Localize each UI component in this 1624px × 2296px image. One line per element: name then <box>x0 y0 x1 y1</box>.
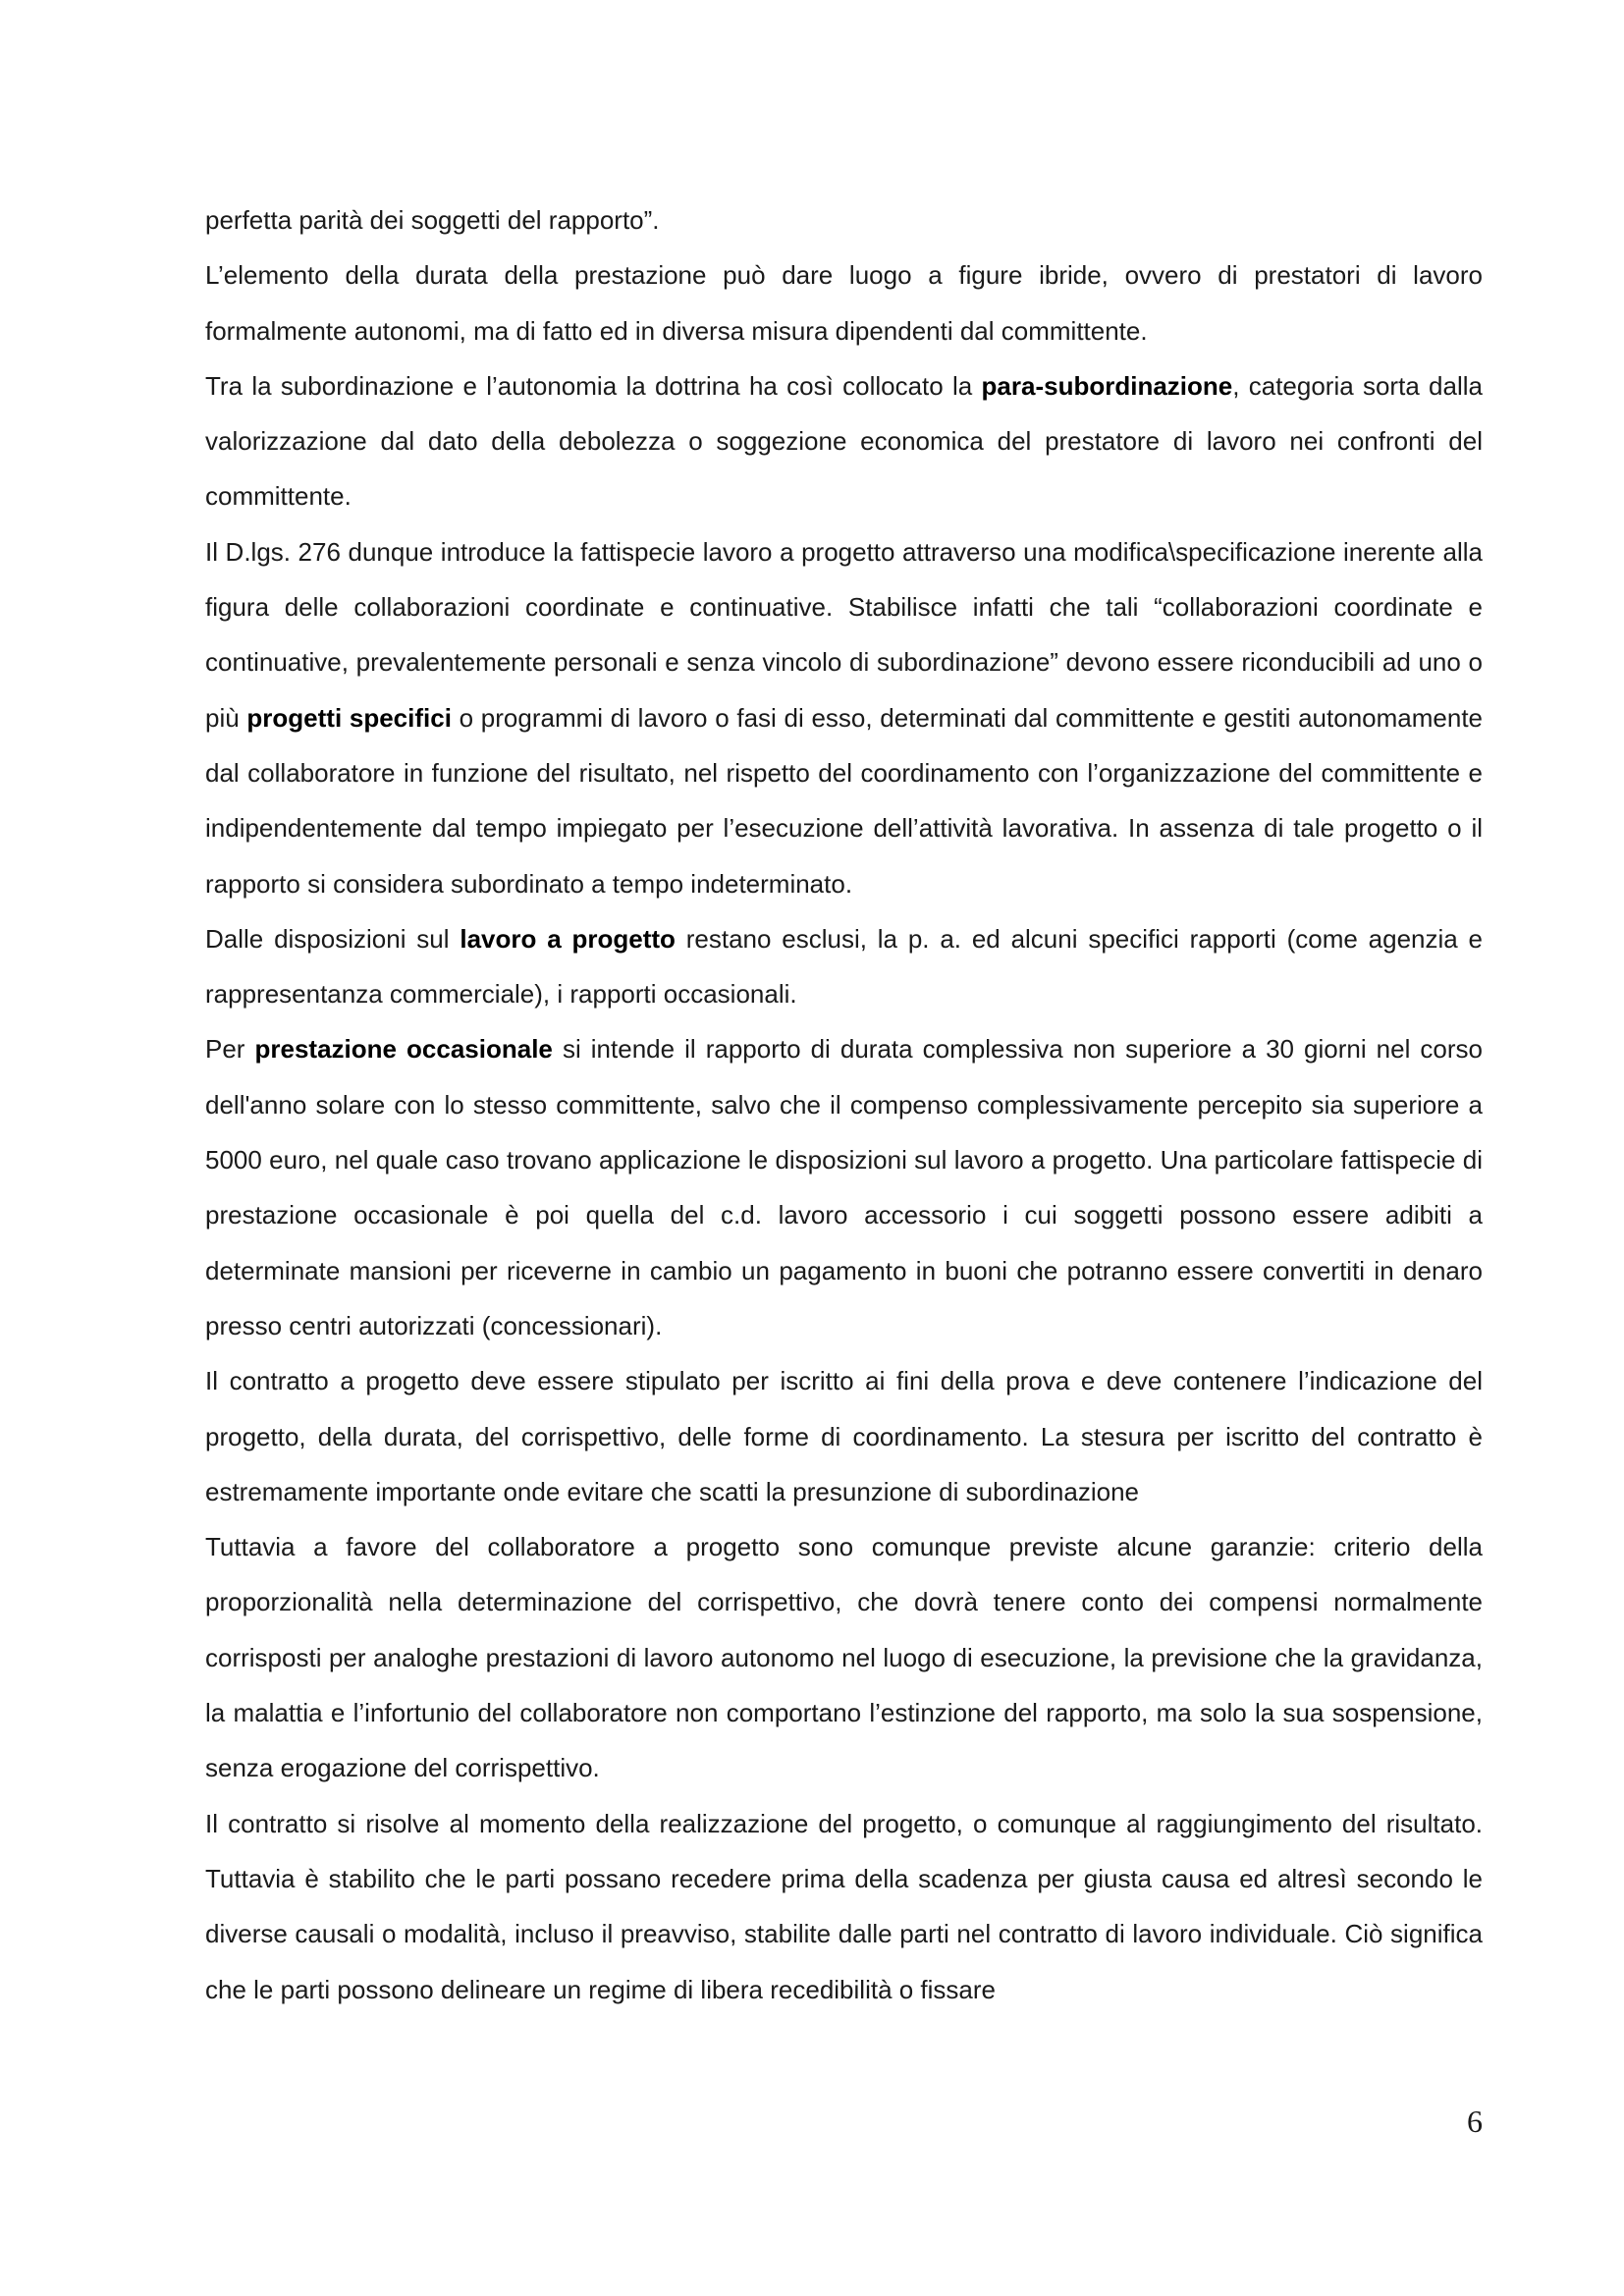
text-segment: o programmi di lavoro o fasi di esso, determinati dal committente e gestiti autonomamente dal collaboratore in funzione del risultato, nel rispetto del coordinamento con l’organizzazione del committente e indipendentemente dal tempo impiegato per l’esecuzione dell’attività lavorativa. In assenza di tale progetto o il rapporto si considera subordinato a tempo indeterminato. <box>205 702 1483 899</box>
paragraph <box>205 1021 1483 1353</box>
text-segment: , categoria sorta dalla valorizzazione dal dato della debolezza o soggezione economica del prestatore di lavoro nei confronti del committente. <box>205 370 1483 512</box>
bold-term: progetti specifici <box>246 702 452 733</box>
body-text <box>205 192 1483 2017</box>
paragraph <box>205 911 1483 1022</box>
bold-term: prestazione occasionale <box>254 1034 553 1065</box>
paragraph <box>205 1796 1483 2017</box>
text-segment: perfetta parità dei soggetti del rapporto”. <box>205 205 660 235</box>
paragraph <box>205 1519 1483 1795</box>
text-segment: Tuttavia a favore del collaboratore a progetto sono comunque previste alcune garanzie: criterio della proporzionalità nella determinazione del corrispettivo, che dovrà tenere conto dei compensi normalmente corrisposti per analoghe prestazioni di lavoro autonomo nel luogo di esecuzione, la previsione che la gravidanza, la malattia e l’infortunio del collaboratore non comportano l’estinzione del rapporto, ma solo la sua sospensione, senza erogazione del corrispettivo. <box>205 1532 1483 1783</box>
bold-term: lavoro a progetto <box>460 923 676 954</box>
text-segment: Tra la subordinazione e l’autonomia la dottrina ha così collocato la <box>205 370 982 401</box>
text-segment: L’elemento della durata della prestazione può dare luogo a figure ibride, ovvero di prestatori di lavoro formalmente autonomi, ma di fatto ed in diversa misura dipendenti dal committente. <box>205 260 1483 346</box>
text-segment: Il contratto si risolve al momento della realizzazione del progetto, o comunque al raggiungimento del risultato. Tuttavia è stabilito che le parti possano recedere prima della scadenza per giusta causa ed altresì secondo le diverse causali o modalità, incluso il preavviso, stabilite dalle parti nel contratto di lavoro individuale. Ciò significa che le parti possono delineare un regime di libera recedibilità o fissare <box>205 1808 1483 2004</box>
text-segment: restano esclusi, la p. a. ed alcuni specifici rapporti (come agenzia e rappresentanza commerciale), i rapporti occasionali. <box>205 923 1484 1010</box>
text-segment: Il contratto a progetto deve essere stipulato per iscritto ai fini della prova e deve contenere l’indicazione del progetto, della durata, del corrispettivo, delle forme di coordinamento. La stesura per iscritto del contratto è estremamente importante onde evitare che scatti la presunzione di subordinazione <box>205 1366 1483 1506</box>
page-number: 6 <box>1467 2104 1483 2139</box>
paragraph <box>205 192 1483 247</box>
text-segment: si intende il rapporto di durata complessiva non superiore a 30 giorni nel corso dell'anno solare con lo stesso committente, salvo che il compenso complessivamente percepito sia superiore a 5000 euro, nel quale caso trovano applicazione le disposizioni sul lavoro a progetto. Una particolare fattispecie di prestazione occasionale è poi quella del c.d. lavoro accessorio i cui soggetti possono essere adibiti a determinate mansioni per riceverne in cambio un pagamento in buoni che potranno essere convertiti in denaro presso centri autorizzati (concessionari). <box>205 1034 1484 1340</box>
text-segment: Il D.lgs. 276 dunque introduce la fattispecie lavoro a progetto attraverso una modifica\specificazione inerente alla figura delle collaborazioni coordinate e continuative. Stabilisce infatti che tali “collaborazioni coordinate e continuative, prevalentemente personali e senza vincolo di subordinazione” devono essere riconducibili ad uno o più <box>205 536 1483 733</box>
bold-term: para-subordinazione <box>981 370 1233 401</box>
paragraph <box>205 247 1483 358</box>
paragraph <box>205 358 1483 524</box>
paragraph <box>205 1353 1483 1519</box>
text-segment: Per <box>205 1034 255 1065</box>
text-segment: Dalle disposizioni sul <box>205 923 460 954</box>
paragraph <box>205 524 1483 911</box>
